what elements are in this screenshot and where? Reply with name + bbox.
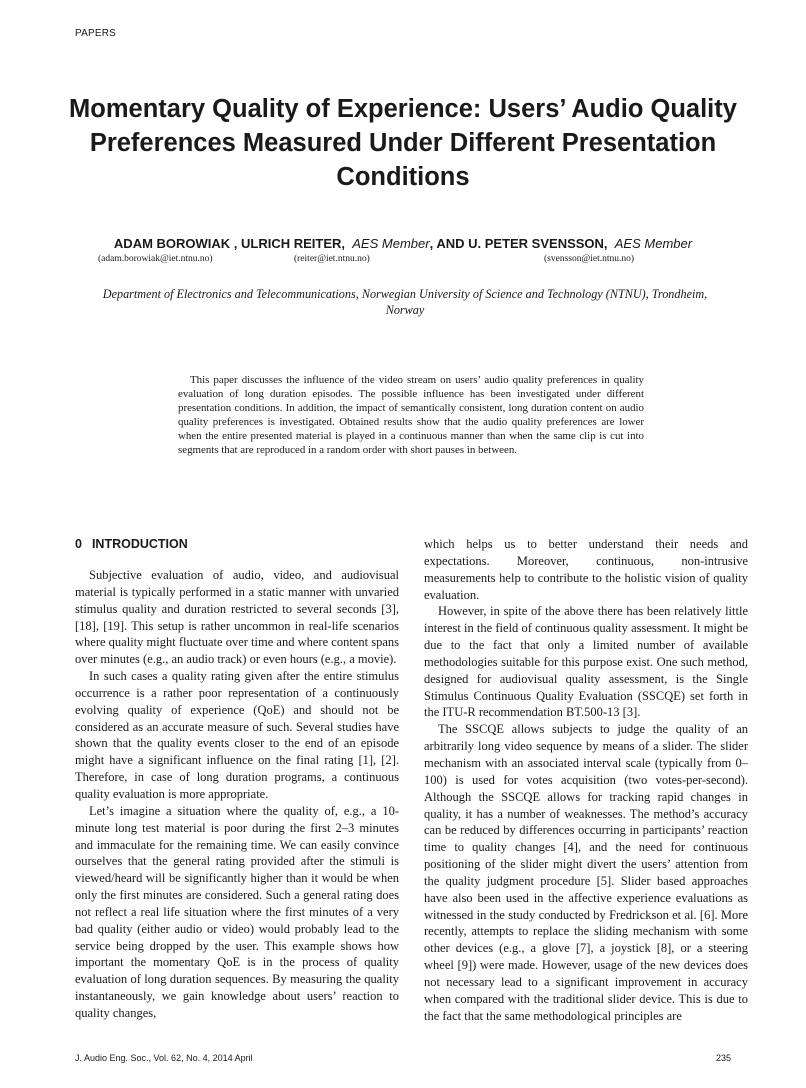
author-email: (svensson@iet.ntnu.no) — [544, 254, 635, 264]
body-paragraph: Subjective evaluation of audio, video, and audiovisual material is typically performed in a static manner with unvaried stimulus quality and duration restricted to several seconds [3], [18], [19]. This setup is rather uncommon in real-life scenarios where quality might fluctuate over time and where content spans over minutes (e.g., an audio track) or even hours (e.g., a movie). — [75, 568, 399, 667]
body-column-right — [424, 536, 748, 1024]
author-name: U. PETER SVENSSON, — [468, 236, 608, 251]
running-head: PAPERS — [75, 28, 117, 39]
author-separator: , — [230, 236, 242, 251]
author-membership: AES Member — [352, 236, 430, 251]
body-paragraph: which helps us to better understand their needs and expectations. Moreover, continuous, non-intrusive measurements help to contribute to the holistic vision of quality evaluation. — [424, 537, 748, 602]
body-column-left — [75, 536, 399, 1022]
body-paragraph: The SSCQE allows subjects to judge the quality of an arbitrarily long video sequence by means of a slider. The slider mechanism with an associated interval scale (typically from 0–100) is used for votes acquisition (two votes-per-second). Although the SSCQE allows for tracking rapid changes in quality, it has a number of weaknesses. The method’s accuracy can be reduced by differences occurring in participants’ reaction time to quality changes [4], and the need for continuous positioning of the slider might divert the users’ attention from the quality judgment procedure [5]. Slider based approaches have also been used in the affective experience evaluations as witnessed in the study conducted by Fredrickson et al. [6]. More recently, attempts to replace the sliding mechanism with some other devices (e.g., a glove [7], a joystick [8], or a steering wheel [9]) were made. However, usage of the new devices does not necessary lead to a significant improvement in accuracy when compared with the traditional slider device. This is due to the fact that the same methodological principles are — [424, 722, 748, 1023]
author-membership: AES Member — [614, 236, 693, 251]
body-paragraph: Let’s imagine a situation where the quality of, e.g., a 10-minute long test material is poor during the first 2–3 minutes and immaculate for the remaining time. We can easily convince ourselves that the general rating provided after the stimuli is viewed/heard will be significantly higher than it would be when only the first minutes are considered. Such a general rating does not reflect a real life situation where the first minutes of a very bad quality (either audio or video) would probably lead to the service being dropped by the user. This example shows how important the momentary QoE is in the process of quality evaluation of long duration sequences. By measuring the quality instantaneously, we gain knowledge about users’ reaction to quality changes, — [75, 803, 399, 1020]
author-name: ULRICH REITER, — [241, 236, 346, 251]
author-email: (adam.borowiak@iet.ntnu.no) — [98, 254, 213, 264]
abstract: This paper discusses the influence of the video stream on users’ audio quality preferences in quality evaluation of long duration episodes. The possible influence has been investigated under different presentation conditions. In addition, the impact of semantically consistent, long duration content on audio quality preferences is investigated. Obtained results show that the audio quality preferences are lower when the entire presented material is played in a continuous manner than when the same clip is cut into segments that are reproduced in a random order with short pauses in between. — [178, 374, 644, 456]
affiliation: Department of Electronics and Telecommunications, Norwegian University of Science and Technology (NTNU), Trondheim, Norway — [102, 287, 708, 317]
paper-title: Momentary Quality of Experience: Users’ Audio Quality Preferences Measured Under Different Presentation Conditions — [69, 95, 737, 191]
page-number: 235 — [715, 1053, 731, 1063]
author-email: (reiter@iet.ntnu.no) — [294, 254, 370, 264]
section-title: INTRODUCTION — [91, 537, 188, 551]
author-name: ADAM BOROWIAK — [113, 236, 231, 251]
journal-citation: J. Audio Eng. Soc., Vol. 62, No. 4, 2014 April — [75, 1053, 253, 1063]
author-list — [0, 236, 806, 251]
section-number: 0 — [75, 537, 82, 551]
section-heading — [75, 536, 399, 553]
body-paragraph: In such cases a quality rating given after the entire stimulus occurrence is a rather poor representation of a continuously evolving quality of experience (QoE) and should not be considered as an accurate measure of such. Several studies have shown that the quality events closer to the end of an episode might have a significant influence on the final rating [1], [2]. Therefore, in case of long duration programs, a continuous quality evaluation is more appropriate. — [75, 669, 399, 801]
body-paragraph: However, in spite of the above there has been relatively little interest in the field of continuous quality assessment. It might be due to the fact that only a limited number of available methodologies suitable for this purpose exist. One such method, designed for audiovisual quality assessment, is the Single Stimulus Continuous Quality Evaluation (SSCQE) set forth in the ITU-R recommendation BT.500-13 [3]. — [424, 604, 748, 720]
author-separator: , AND — [429, 236, 469, 251]
